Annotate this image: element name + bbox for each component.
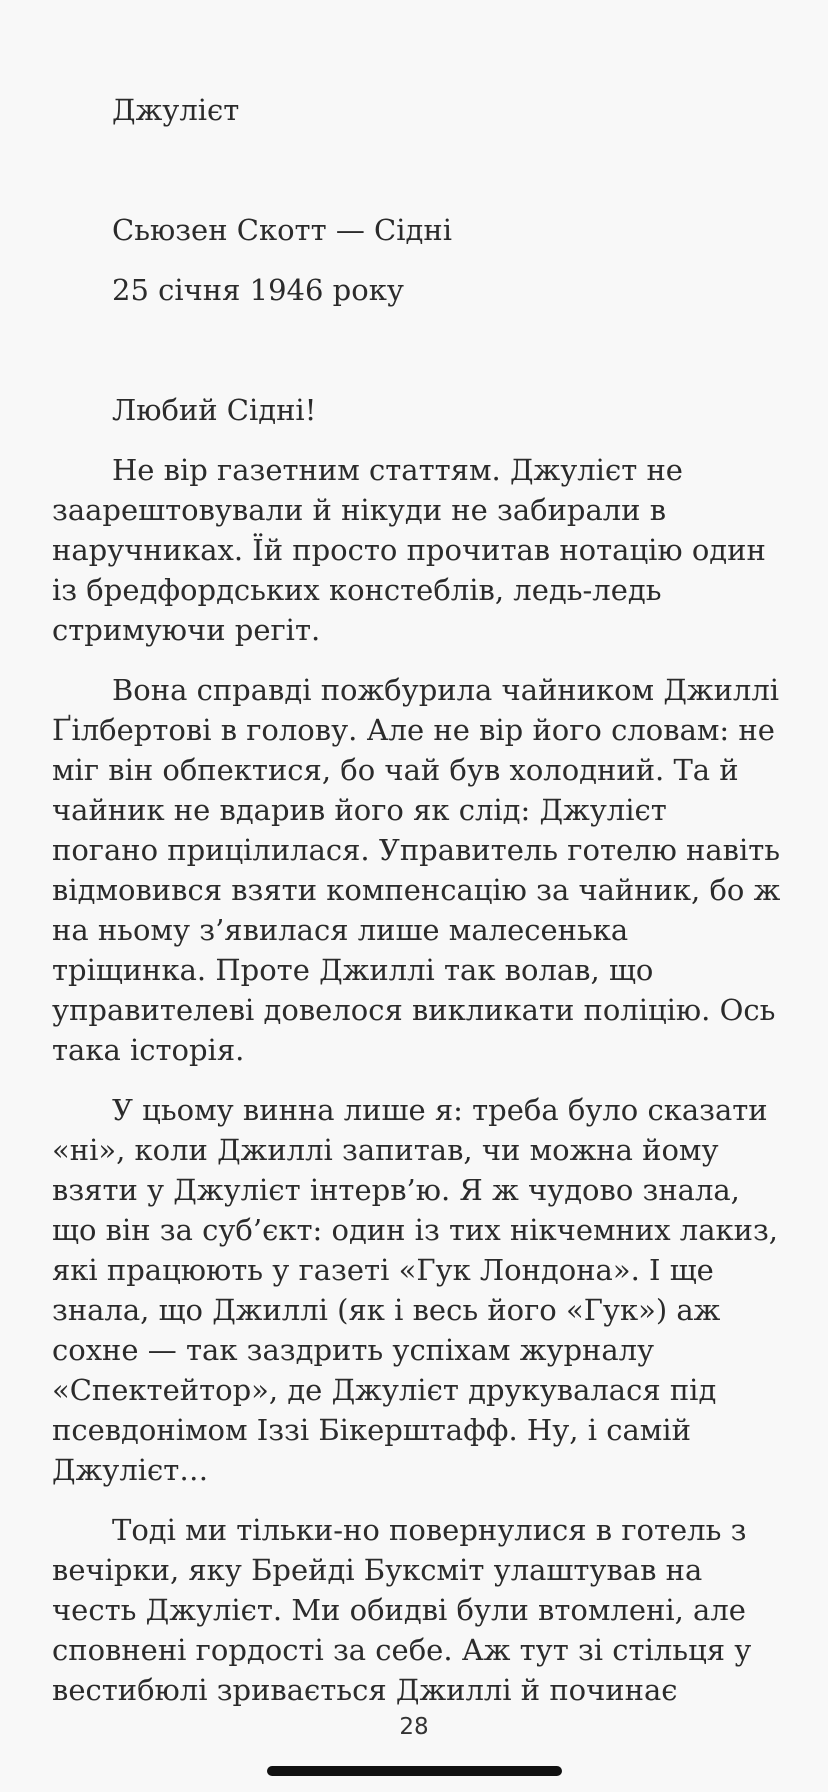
letter-from: Сьюзен Скотт — Сідні [112, 213, 452, 247]
paragraph-3: У цьому винна лише я: треба було сказати «ні», коли Джиллі запитав, чи можна йому взяти у Джулієт інтерв’ю. Я ж чудово знала, що він за суб’єкт: один із тих нікчемних лакиз, які працюють у газеті «Гук Лондона». І ще знала, що Джиллі (як і весь його «Гук») аж сохне — так заздрить успіхам журналу «Спектейтор», де Джулієт друкувалася під псевдонімом Іззі Бікерштафф. Ну, і самій Джулієт… [52, 1093, 778, 1487]
letter-date: 25 січня 1946 року [112, 273, 404, 307]
letter-body [52, 450, 782, 1730]
paragraph-1: Не вір газетним статтям. Джулієт не заарештовували й нікуди не забирали в наручниках. Їй просто прочитав нотацію один із бредфордських констеблів, ледь-ледь стримуючи регіт. [52, 453, 766, 647]
page-number: 28 [399, 1714, 429, 1740]
letter-signature: Джулієт [112, 93, 240, 127]
paragraph-4: Тоді ми тільки-но повернулися в готель з вечірки, яку Брейді Буксміт улаштував на честь Джулієт. Ми обидві були втомлені, але сповнені гордості за себе. Аж тут зі стільця у вестибюлі зривається Джиллі й починає [52, 1513, 752, 1707]
home-indicator[interactable] [267, 1766, 562, 1776]
letter-greeting: Любий Сідні! [112, 393, 317, 427]
paragraph-2: Вона справді пожбурила чайником Джиллі Ґілбертові в голову. Але не вір його словам: не міг він обпектися, бо чай був холодний. Та й чайник не вдарив його як слід: Джулієт погано прицілилася. Управитель готелю навіть відмовився взяти компенсацію за чайник, бо ж на ньому з’явилася лише малесенька тріщинка. Проте Джиллі так волав, що управителеві довелося викликати поліцію. Ось така історія. [52, 673, 781, 1067]
